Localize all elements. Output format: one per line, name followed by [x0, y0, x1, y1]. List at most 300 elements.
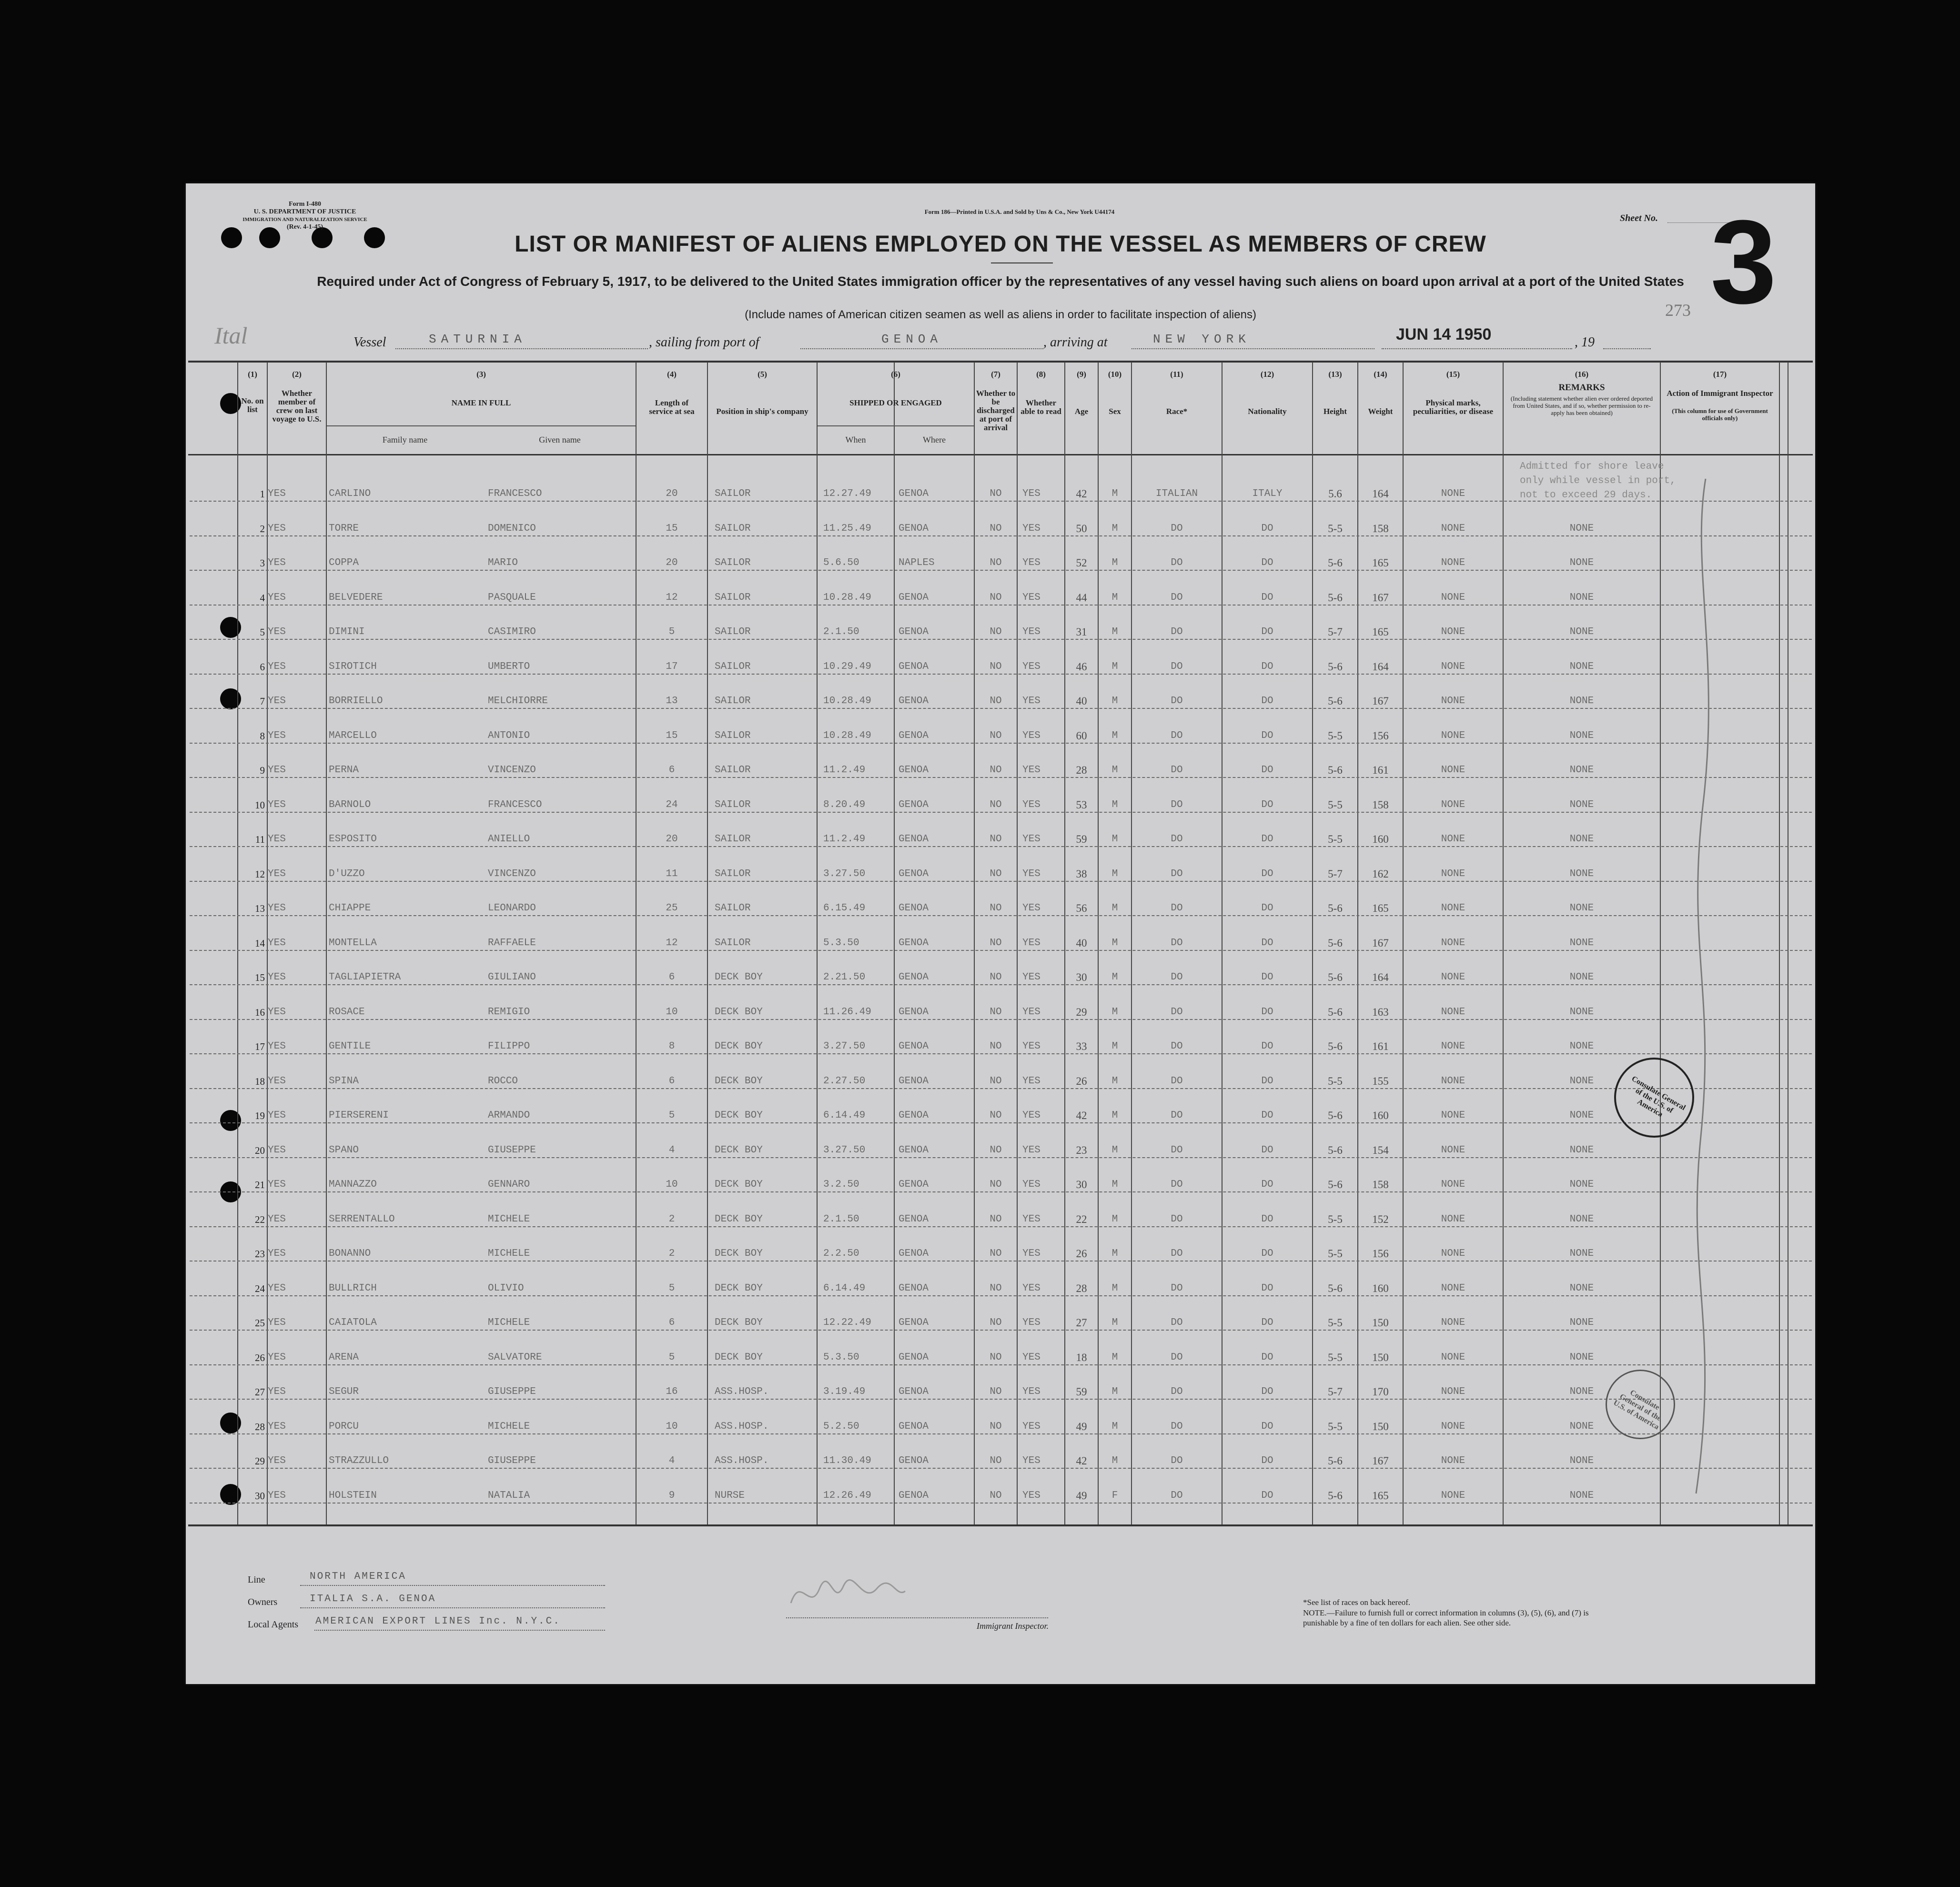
- requirement-text: Required under Act of Congress of February 5, 1917, to be delivered to the United States immigration officer by the representatives of any vessel having such aliens on board upon arrival at a port of the United States: [317, 274, 1684, 289]
- header-num-4: (4): [667, 370, 677, 379]
- position-cell: ASS.HOSP.: [715, 1386, 769, 1397]
- sex-cell: M: [1111, 1282, 1118, 1294]
- prev-voyage-cell: YES: [268, 592, 286, 603]
- remarks-cell: NONE: [1569, 730, 1594, 741]
- header-remarks: REMARKS: [1558, 383, 1605, 393]
- shipped-when-cell: 3.27.50: [823, 868, 866, 879]
- row-number: 8: [260, 730, 265, 742]
- sex-cell: M: [1111, 1213, 1118, 1225]
- service-cell: 6: [668, 972, 675, 983]
- sex-cell: M: [1111, 730, 1118, 741]
- able-read-cell: YES: [1022, 1075, 1041, 1087]
- position-cell: DECK BOY: [715, 1110, 763, 1121]
- footer-owners-label: Owners: [248, 1597, 278, 1607]
- footer-note: NOTE.—Failure to furnish full or correct information in columns (3), (5), (6), and (7) is punishable by a fine of ten dollars for each alien. See other side.: [1303, 1608, 1589, 1627]
- row-rule: [190, 535, 1812, 536]
- footer-agents-label: Local Agents: [248, 1619, 299, 1630]
- physical-marks-cell: NONE: [1441, 1386, 1465, 1397]
- remarks-cell: NONE: [1569, 1455, 1594, 1466]
- shipped-where-cell: GENOA: [899, 488, 929, 499]
- vessel-name: SATURNIA: [429, 332, 526, 346]
- header-no-on-list: No. on list: [241, 396, 264, 414]
- nationality-cell: ITALY: [1252, 488, 1283, 499]
- nationality-cell: DO: [1261, 592, 1273, 603]
- handwritten-ref: 273: [1665, 301, 1691, 320]
- race-cell: DO: [1171, 937, 1183, 949]
- discharged-cell: NO: [990, 1075, 1002, 1087]
- header-nationality: Nationality: [1248, 407, 1287, 416]
- form-number: Form I-480: [288, 201, 322, 208]
- nationality-cell: DO: [1261, 626, 1273, 637]
- age-cell: 50: [1076, 522, 1087, 535]
- sex-cell: M: [1111, 1421, 1118, 1432]
- discharged-cell: NO: [990, 1282, 1002, 1294]
- family-name-cell: ROSACE: [329, 1006, 365, 1018]
- row-rule: [190, 1122, 1812, 1123]
- service-cell: 10: [666, 1179, 678, 1190]
- family-name-cell: HOLSTEIN: [329, 1490, 377, 1501]
- nationality-cell: DO: [1261, 730, 1273, 741]
- nationality-cell: DO: [1261, 523, 1273, 534]
- remarks-cell: NONE: [1569, 765, 1594, 776]
- position-cell: DECK BOY: [715, 1213, 763, 1225]
- able-read-cell: YES: [1022, 765, 1041, 776]
- able-read-cell: YES: [1022, 834, 1041, 845]
- position-cell: SAILOR: [715, 903, 751, 914]
- height-cell: 5-5: [1328, 1317, 1343, 1329]
- physical-marks-cell: NONE: [1441, 1041, 1465, 1052]
- header-num-17: (17): [1713, 370, 1727, 379]
- discharged-cell: NO: [990, 488, 1002, 499]
- discharged-cell: NO: [990, 765, 1002, 776]
- footer-line-value: NORTH AMERICA: [310, 1571, 406, 1582]
- date-dotline: [1382, 348, 1572, 349]
- header-num-3: (3): [476, 370, 486, 379]
- header-discharged: Whether to be discharged at port of arrival: [976, 389, 1016, 432]
- race-cell: ITALIAN: [1155, 488, 1198, 499]
- row-number: 12: [255, 868, 265, 880]
- row-number: 25: [255, 1317, 265, 1329]
- prev-voyage-cell: YES: [268, 972, 286, 983]
- header-prev-voyage: Whether member of crew on last voyage to U.S.: [272, 389, 322, 424]
- family-name-cell: PIERSERENI: [329, 1110, 389, 1121]
- position-cell: DECK BOY: [715, 1006, 763, 1018]
- physical-marks-cell: NONE: [1441, 557, 1465, 568]
- header-num-12: (12): [1260, 370, 1274, 379]
- service-cell: 6: [668, 1075, 675, 1087]
- height-cell: 5-6: [1328, 1455, 1343, 1467]
- race-cell: DO: [1171, 1455, 1183, 1466]
- row-rule: [190, 1433, 1812, 1434]
- height-cell: 5-6: [1328, 591, 1343, 604]
- remarks-cell: NONE: [1569, 834, 1594, 845]
- given-name-cell: MICHELE: [488, 1213, 530, 1225]
- nationality-cell: DO: [1261, 1006, 1273, 1018]
- nationality-cell: DO: [1261, 1075, 1273, 1087]
- service-cell: 6: [668, 765, 675, 776]
- shipped-where-cell: GENOA: [899, 1110, 929, 1121]
- position-cell: DECK BOY: [715, 972, 763, 983]
- age-cell: 22: [1076, 1213, 1087, 1225]
- able-read-cell: YES: [1022, 1490, 1041, 1501]
- row-number: 19: [255, 1110, 265, 1121]
- shipped-when-cell: 6.14.49: [823, 1110, 866, 1121]
- stamp-text: Consulate General of the U.S. of America: [1630, 1074, 1687, 1119]
- column-line: [1017, 362, 1018, 1524]
- shipped-when-cell: 3.27.50: [823, 1041, 866, 1052]
- prev-voyage-cell: YES: [268, 1455, 286, 1466]
- footer-agents-value: AMERICAN EXPORT LINES Inc. N.Y.C.: [315, 1616, 561, 1627]
- inspector-signature: [786, 1565, 910, 1622]
- remarks-cell: NONE: [1569, 1490, 1594, 1501]
- manifest-sheet: [186, 183, 1815, 1684]
- physical-marks-cell: NONE: [1441, 1317, 1465, 1328]
- remarks-cell: NONE: [1569, 1179, 1594, 1190]
- prev-voyage-cell: YES: [268, 937, 286, 949]
- height-cell: 5-6: [1328, 1282, 1343, 1294]
- remarks-cell: NONE: [1569, 799, 1594, 810]
- sex-cell: M: [1111, 1110, 1118, 1121]
- shipped-when-cell: 8.20.49: [823, 799, 866, 810]
- position-cell: DECK BOY: [715, 1248, 763, 1259]
- physical-marks-cell: NONE: [1441, 523, 1465, 534]
- age-cell: 18: [1076, 1351, 1087, 1363]
- race-cell: DO: [1171, 765, 1183, 776]
- stamp-text: Consulate General of the U.S. of America: [1612, 1388, 1663, 1432]
- year-label: , 19: [1575, 335, 1595, 350]
- physical-marks-cell: NONE: [1441, 868, 1465, 879]
- row-number: 18: [255, 1075, 265, 1087]
- column-line: [1660, 362, 1661, 1524]
- shipped-where-cell: GENOA: [899, 1455, 929, 1466]
- family-name-cell: MANNAZZO: [329, 1179, 377, 1190]
- discharged-cell: NO: [990, 1179, 1002, 1190]
- physical-marks-cell: NONE: [1441, 903, 1465, 914]
- row-number: 10: [255, 799, 265, 811]
- prev-voyage-cell: YES: [268, 1248, 286, 1259]
- remarks-cell: NONE: [1569, 937, 1594, 949]
- column-line: [326, 362, 327, 1524]
- remarks-cell: NONE: [1569, 1110, 1594, 1121]
- discharged-cell: NO: [990, 1455, 1002, 1466]
- discharged-cell: NO: [990, 1213, 1002, 1225]
- given-name-cell: REMIGIO: [488, 1006, 530, 1018]
- service-cell: 25: [666, 903, 678, 914]
- given-name-cell: PASQUALE: [488, 592, 536, 603]
- shipped-where-cell: GENOA: [899, 868, 929, 879]
- nationality-cell: DO: [1261, 868, 1273, 879]
- able-read-cell: YES: [1022, 1282, 1041, 1294]
- row-number: 3: [260, 557, 265, 569]
- able-read-cell: YES: [1022, 868, 1041, 879]
- weight-cell: 150: [1372, 1317, 1389, 1329]
- position-cell: ASS.HOSP.: [715, 1421, 769, 1432]
- able-read-cell: YES: [1022, 730, 1041, 741]
- height-cell: 5-6: [1328, 971, 1343, 983]
- service-cell: 15: [666, 730, 678, 741]
- position-cell: SAILOR: [715, 834, 751, 845]
- position-cell: NURSE: [715, 1490, 745, 1501]
- given-name-cell: GIUSEPPE: [488, 1144, 536, 1156]
- height-cell: 5-6: [1328, 1144, 1343, 1156]
- row-number: 13: [255, 903, 265, 914]
- row-rule: [190, 881, 1812, 882]
- remarks-cell: NONE: [1569, 1075, 1594, 1087]
- row-number: 1: [260, 488, 265, 500]
- service-cell: 4: [668, 1144, 675, 1156]
- discharged-cell: NO: [990, 972, 1002, 983]
- row-number: 28: [255, 1421, 265, 1433]
- sex-cell: M: [1111, 1179, 1118, 1190]
- footer-races-note: *See list of races on back hereof.: [1303, 1598, 1411, 1607]
- row-rule: [190, 1295, 1812, 1296]
- service-cell: 10: [666, 1421, 678, 1432]
- row-rule: [190, 1088, 1812, 1089]
- shipped-when-cell: 10.28.49: [823, 696, 871, 706]
- row-rule: [190, 915, 1812, 916]
- prev-voyage-cell: YES: [268, 765, 286, 776]
- service-cell: 20: [666, 557, 678, 568]
- given-name-cell: MICHELE: [488, 1317, 530, 1328]
- height-cell: 5-5: [1328, 729, 1343, 742]
- family-name-cell: SPINA: [329, 1075, 359, 1087]
- race-cell: DO: [1171, 903, 1183, 914]
- header-shipped: SHIPPED OR ENGAGED: [849, 398, 942, 407]
- height-cell: 5-7: [1328, 1386, 1343, 1398]
- prev-voyage-cell: YES: [268, 626, 286, 637]
- physical-marks-cell: NONE: [1441, 1455, 1465, 1466]
- shipped-where-cell: GENOA: [899, 1144, 929, 1156]
- shipped-where-cell: GENOA: [899, 626, 929, 637]
- height-cell: 5-6: [1328, 1110, 1343, 1121]
- remarks-cell: NONE: [1569, 557, 1594, 568]
- race-cell: DO: [1171, 1352, 1183, 1363]
- given-name-cell: GIUSEPPE: [488, 1455, 536, 1466]
- row-number: 16: [255, 1006, 265, 1018]
- form-identity: [233, 201, 376, 231]
- age-cell: 56: [1076, 902, 1087, 914]
- footer-owners-dotline: [300, 1607, 605, 1608]
- shipped-where-cell: GENOA: [899, 730, 929, 741]
- shipped-when-cell: 6.15.49: [823, 903, 866, 914]
- footer-inspector-label: Immigrant Inspector.: [977, 1621, 1049, 1631]
- header-height: Height: [1323, 407, 1347, 416]
- service-cell: 20: [666, 834, 678, 845]
- nationality-cell: DO: [1261, 557, 1273, 568]
- physical-marks-cell: NONE: [1441, 1248, 1465, 1259]
- weight-cell: 167: [1372, 695, 1389, 707]
- position-cell: SAILOR: [715, 523, 751, 534]
- header-family-name: Family name: [382, 435, 428, 444]
- row-number: 14: [255, 937, 265, 949]
- shipped-where-cell: GENOA: [899, 1317, 929, 1328]
- discharged-cell: NO: [990, 1317, 1002, 1328]
- header-where: Where: [923, 435, 946, 444]
- service-cell: 10: [666, 1006, 678, 1018]
- height-cell: 5-6: [1328, 1179, 1343, 1191]
- row-number: 5: [260, 626, 265, 638]
- row-rule: [190, 1468, 1812, 1469]
- service-cell: 5: [668, 1352, 675, 1363]
- family-name-cell: D'UZZO: [329, 868, 365, 879]
- position-cell: SAILOR: [715, 626, 751, 637]
- height-cell: 5-5: [1328, 798, 1343, 811]
- able-read-cell: YES: [1022, 626, 1041, 637]
- shipped-where-cell: GENOA: [899, 1386, 929, 1397]
- header-physical-marks: Physical marks, peculiarities, or disease: [1413, 398, 1494, 416]
- remarks-cell: NONE: [1569, 1282, 1594, 1294]
- remarks-cell: NONE: [1569, 696, 1594, 706]
- footer-line-label: Line: [248, 1574, 265, 1585]
- age-cell: 60: [1076, 729, 1087, 742]
- table-top-rule: [188, 361, 1813, 363]
- row-rule: [190, 812, 1812, 813]
- sex-cell: M: [1111, 1248, 1118, 1259]
- weight-cell: 165: [1372, 902, 1389, 914]
- family-name-cell: MONTELLA: [329, 937, 377, 949]
- remarks-cell: NONE: [1569, 1386, 1594, 1397]
- row-rule: [190, 1364, 1812, 1365]
- prev-voyage-cell: YES: [268, 1352, 286, 1363]
- age-cell: 46: [1076, 660, 1087, 673]
- height-cell: 5.6: [1328, 488, 1342, 500]
- shipped-when-cell: 2.27.50: [823, 1075, 866, 1087]
- given-name-cell: GENNARO: [488, 1179, 530, 1190]
- sex-cell: M: [1111, 1144, 1118, 1156]
- height-cell: 5-6: [1328, 695, 1343, 707]
- shipped-where-cell: GENOA: [899, 903, 929, 914]
- prev-voyage-cell: YES: [268, 1006, 286, 1018]
- nationality-cell: DO: [1261, 834, 1273, 845]
- remarks-cell: NONE: [1569, 903, 1594, 914]
- row-rule: [190, 1503, 1812, 1504]
- height-cell: 5-5: [1328, 833, 1343, 845]
- nationality-cell: DO: [1261, 1041, 1273, 1052]
- able-read-cell: YES: [1022, 1041, 1041, 1052]
- family-name-cell: MARCELLO: [329, 730, 377, 741]
- able-read-cell: YES: [1022, 523, 1041, 534]
- family-name-cell: SERRENTALLO: [329, 1213, 395, 1225]
- subheader-rule: [327, 425, 636, 426]
- vessel-dotline: [395, 348, 648, 349]
- able-read-cell: YES: [1022, 1421, 1041, 1432]
- service-cell: 16: [666, 1386, 678, 1397]
- sheet-label: Sheet No.: [1620, 213, 1658, 223]
- discharged-cell: NO: [990, 696, 1002, 706]
- shipped-where-cell: GENOA: [899, 834, 929, 845]
- header-remarks-note: (Including statement whether alien ever ordered deported from United States, and if so, whether permission to re-apply has been obtained): [1510, 395, 1653, 416]
- shipped-when-cell: 10.28.49: [823, 730, 871, 741]
- age-cell: 29: [1076, 1006, 1087, 1018]
- race-cell: DO: [1171, 1421, 1183, 1432]
- discharged-cell: NO: [990, 592, 1002, 603]
- age-cell: 59: [1076, 1386, 1087, 1398]
- sex-cell: M: [1111, 661, 1118, 672]
- able-read-cell: YES: [1022, 661, 1041, 672]
- nationality-cell: DO: [1261, 1248, 1273, 1259]
- footer-owners-value: ITALIA S.A. GENOA: [310, 1594, 436, 1604]
- position-cell: SAILOR: [715, 937, 751, 949]
- age-cell: 59: [1076, 833, 1087, 845]
- family-name-cell: PORCU: [329, 1421, 359, 1432]
- shipped-where-cell: GENOA: [899, 1490, 929, 1501]
- race-cell: DO: [1171, 592, 1183, 603]
- weight-cell: 160: [1372, 1282, 1389, 1294]
- sex-cell: M: [1111, 626, 1118, 637]
- nationality-cell: DO: [1261, 1144, 1273, 1156]
- family-name-cell: BARNOLO: [329, 799, 371, 810]
- position-cell: DECK BOY: [715, 1317, 763, 1328]
- age-cell: 42: [1076, 488, 1087, 500]
- header-weight: Weight: [1368, 407, 1393, 416]
- family-name-cell: ESPOSITO: [329, 834, 377, 845]
- header-num-2: (2): [292, 370, 302, 379]
- nationality-cell: DO: [1261, 765, 1273, 776]
- shipped-where-cell: GENOA: [899, 696, 929, 706]
- nationality-cell: DO: [1261, 937, 1273, 949]
- height-cell: 5-6: [1328, 902, 1343, 914]
- row-number: 21: [255, 1179, 265, 1191]
- row-rule: [190, 1330, 1812, 1331]
- given-name-cell: LEONARDO: [488, 903, 536, 914]
- position-cell: SAILOR: [715, 488, 751, 499]
- row-number: 2: [260, 523, 265, 535]
- shipped-when-cell: 12.27.49: [823, 488, 871, 499]
- nationality-cell: DO: [1261, 1213, 1273, 1225]
- weight-cell: 158: [1372, 1179, 1389, 1191]
- row-rule: [190, 777, 1812, 778]
- prev-voyage-cell: YES: [268, 1213, 286, 1225]
- race-cell: DO: [1171, 1075, 1183, 1087]
- header-num-13: (13): [1328, 370, 1342, 379]
- shipped-when-cell: 12.26.49: [823, 1490, 871, 1501]
- shipped-where-cell: GENOA: [899, 799, 929, 810]
- header-bottom-rule: [188, 454, 1813, 455]
- prev-voyage-cell: YES: [268, 1041, 286, 1052]
- physical-marks-cell: NONE: [1441, 799, 1465, 810]
- inspector-pen-line: [1677, 469, 1734, 1517]
- shipped-when-cell: 12.22.49: [823, 1317, 871, 1328]
- nationality-cell: DO: [1261, 1179, 1273, 1190]
- height-cell: 5-6: [1328, 937, 1343, 949]
- position-cell: SAILOR: [715, 765, 751, 776]
- prev-voyage-cell: YES: [268, 1110, 286, 1121]
- given-name-cell: VINCENZO: [488, 868, 536, 879]
- weight-cell: 164: [1372, 488, 1389, 500]
- shipped-when-cell: 11.26.49: [823, 1006, 871, 1018]
- shipped-where-cell: NAPLES: [899, 557, 935, 568]
- row-number: 27: [255, 1386, 265, 1398]
- header-race: Race*: [1166, 407, 1188, 416]
- given-name-cell: FRANCESCO: [488, 488, 542, 499]
- nationality-cell: DO: [1261, 1455, 1273, 1466]
- family-name-cell: BONANNO: [329, 1248, 371, 1259]
- prev-voyage-cell: YES: [268, 903, 286, 914]
- weight-cell: 155: [1372, 1075, 1389, 1087]
- shipped-when-cell: 11.30.49: [823, 1455, 871, 1466]
- age-cell: 49: [1076, 1420, 1087, 1433]
- prev-voyage-cell: YES: [268, 1317, 286, 1328]
- able-read-cell: YES: [1022, 592, 1041, 603]
- service-cell: 2: [668, 1213, 675, 1225]
- service-cell: 11: [666, 868, 678, 879]
- prev-voyage-cell: YES: [268, 1421, 286, 1432]
- height-cell: 5-6: [1328, 660, 1343, 673]
- prev-voyage-cell: YES: [268, 557, 286, 568]
- race-cell: DO: [1171, 1179, 1183, 1190]
- physical-marks-cell: NONE: [1441, 696, 1465, 706]
- shipped-where-cell: GENOA: [899, 1006, 929, 1018]
